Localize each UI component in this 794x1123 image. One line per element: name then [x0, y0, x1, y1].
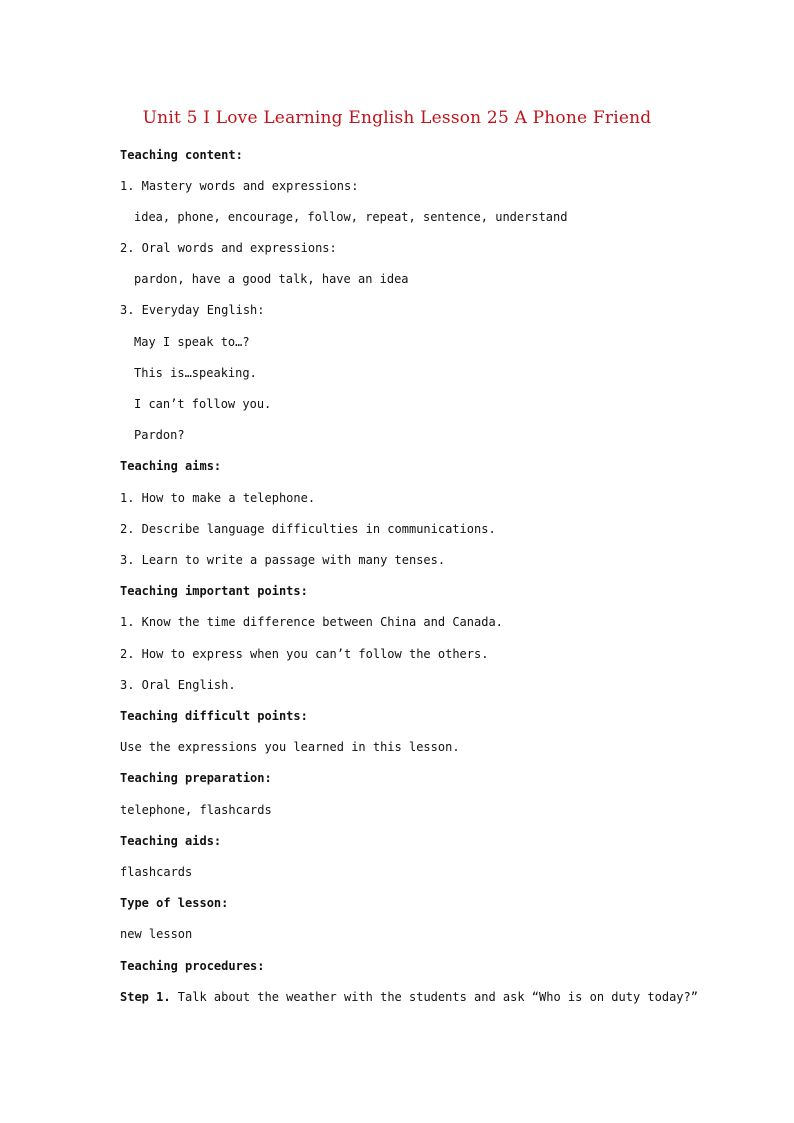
step-1-label: Step 1. — [120, 990, 171, 1004]
step-1 — [120, 989, 698, 1005]
everyday-phrase-3: I can’t follow you. — [134, 397, 272, 411]
heading-difficult-points: Teaching difficult points: — [120, 709, 308, 723]
heading-preparation: Teaching preparation: — [120, 771, 272, 785]
aim-1: 1. How to make a telephone. — [120, 491, 316, 505]
heading-important-points: Teaching important points: — [120, 584, 308, 598]
important-point-2: 2. How to express when you can’t follow the others. — [120, 647, 489, 661]
everyday-phrase-1: May I speak to…? — [134, 335, 250, 349]
item-mastery-words: 1. Mastery words and expressions: — [120, 179, 359, 193]
mastery-words-list: idea, phone, encourage, follow, repeat, sentence, understand — [134, 210, 568, 224]
step-1-text: Talk about the weather with the students and ask “Who is on duty today?” — [170, 990, 698, 1004]
difficult-point-text: Use the expressions you learned in this lesson. — [120, 740, 460, 754]
item-oral-words: 2. Oral words and expressions: — [120, 241, 337, 255]
heading-type-of-lesson: Type of lesson: — [120, 896, 229, 910]
document-title: Unit 5 I Love Learning English Lesson 25 A Phone Friend — [142, 108, 652, 128]
type-of-lesson-text: new lesson — [120, 927, 193, 941]
aids-text: flashcards — [120, 865, 193, 879]
important-point-1: 1. Know the time difference between China and Canada. — [120, 615, 503, 629]
oral-words-list: pardon, have a good talk, have an idea — [134, 272, 409, 286]
heading-teaching-aims: Teaching aims: — [120, 459, 222, 473]
aim-3: 3. Learn to write a passage with many tenses. — [120, 553, 446, 567]
item-everyday-english: 3. Everyday English: — [120, 303, 265, 317]
everyday-phrase-4: Pardon? — [134, 428, 185, 442]
heading-teaching-content: Teaching content: — [120, 148, 243, 162]
preparation-text: telephone, flashcards — [120, 803, 272, 817]
important-point-3: 3. Oral English. — [120, 678, 236, 692]
heading-aids: Teaching aids: — [120, 834, 222, 848]
heading-procedures: Teaching procedures: — [120, 959, 265, 973]
everyday-phrase-2: This is…speaking. — [134, 366, 257, 380]
aim-2: 2. Describe language difficulties in communications. — [120, 522, 496, 536]
